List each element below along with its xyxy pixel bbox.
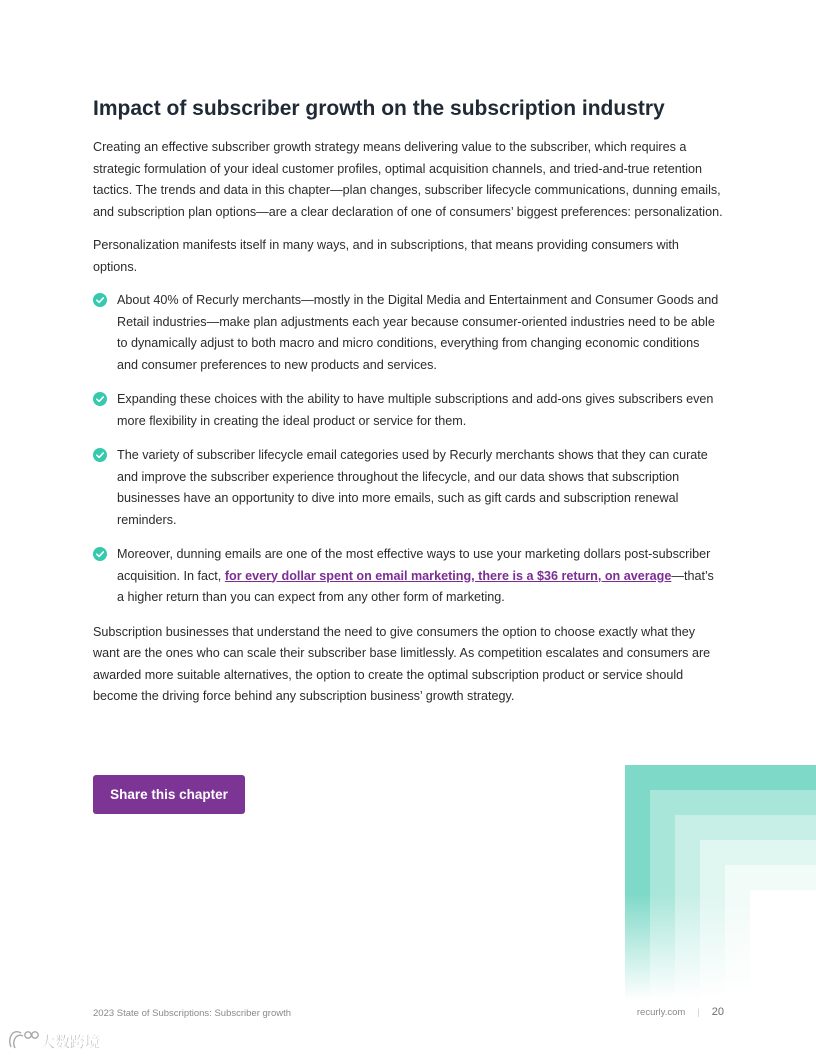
list-item-text-after: —that’s a higher return than you can expect from any other form of marketing. (117, 568, 714, 604)
intro-paragraph: Creating an effective subscriber growth strategy means delivering value to the subscriber, which requires a strategic formulation of your ideal customer profiles, optimal acquisition channels, and tried-and-true retention tactics. The trends and data in this chapter—plan changes, subscriber lifecycle communications, dunning emails, and subscription plan options—are a clear declaration of one of consumers’ biggest preferences: personalization. (93, 140, 723, 219)
list-item-text: Expanding these choices with the ability to have multiple subscriptions and add-ons gives subscribers even more flexibility in creating the ideal product or service for them. (117, 392, 714, 428)
page-title: Impact of subscriber growth on the subscription industry (93, 97, 665, 120)
teal-stepped-squares-graphic (625, 765, 816, 1000)
check-circle-icon (93, 448, 107, 462)
list-item (93, 544, 723, 609)
list-item (93, 389, 723, 432)
check-circle-icon (93, 392, 107, 406)
email-marketing-return-link[interactable]: for every dollar spent on email marketing, there is a $36 return, on average (224, 568, 672, 583)
watermark-text: 大数跨境 (40, 1033, 101, 1051)
footer-document-title: 2023 State of Subscriptions: Subscriber growth (93, 1008, 292, 1019)
footer-right (637, 1006, 724, 1018)
footer-site-link[interactable]: recurly.com (636, 1006, 686, 1018)
list-item (93, 445, 723, 531)
footer-separator: | (697, 1006, 700, 1018)
check-circle-icon (93, 293, 107, 307)
list-item-text: The variety of subscriber lifecycle email categories used by Recurly merchants shows that they can curate and improve the subscriber experience throughout the lifecycle, and our data shows that subscription businesses have an opportunity to dive into more emails, such as gift cards and subscription renewal reminders. (117, 448, 708, 527)
personalization-paragraph: Personalization manifests itself in many ways, and in subscriptions, that means providing consumers with options. (93, 238, 679, 274)
closing-paragraph: Subscription businesses that understand the need to give consumers the option to choose exactly what they want are the ones who can scale their subscriber base limitlessly. As competition escalates and consumers are awarded more suitable alternatives, the option to create the optimal subscription product or service should become the driving force behind any subscription business’ growth strategy. (93, 624, 711, 703)
share-chapter-button[interactable]: Share this chapter (93, 775, 245, 814)
watermark-logo (6, 1028, 110, 1052)
check-circle-icon (93, 547, 107, 561)
page-number: 20 (711, 1006, 724, 1018)
list-item-text (117, 547, 714, 604)
list-item (93, 290, 723, 376)
main-content (93, 95, 723, 720)
bullet-list (93, 290, 723, 609)
list-item-text-before: Moreover, dunning emails are one of the most effective ways to use your marketing dollars post-subscriber acquisition. In fact, (117, 547, 711, 583)
list-item-text: About 40% of Recurly merchants—mostly in the Digital Media and Entertainment and Consumer Goods and Retail industries—make plan adjustments each year because consumer-oriented industries need to be able to dynamically adjust to both macro and micro conditions, everything from changing economic conditions and consumer preferences to new products and services. (117, 293, 719, 372)
